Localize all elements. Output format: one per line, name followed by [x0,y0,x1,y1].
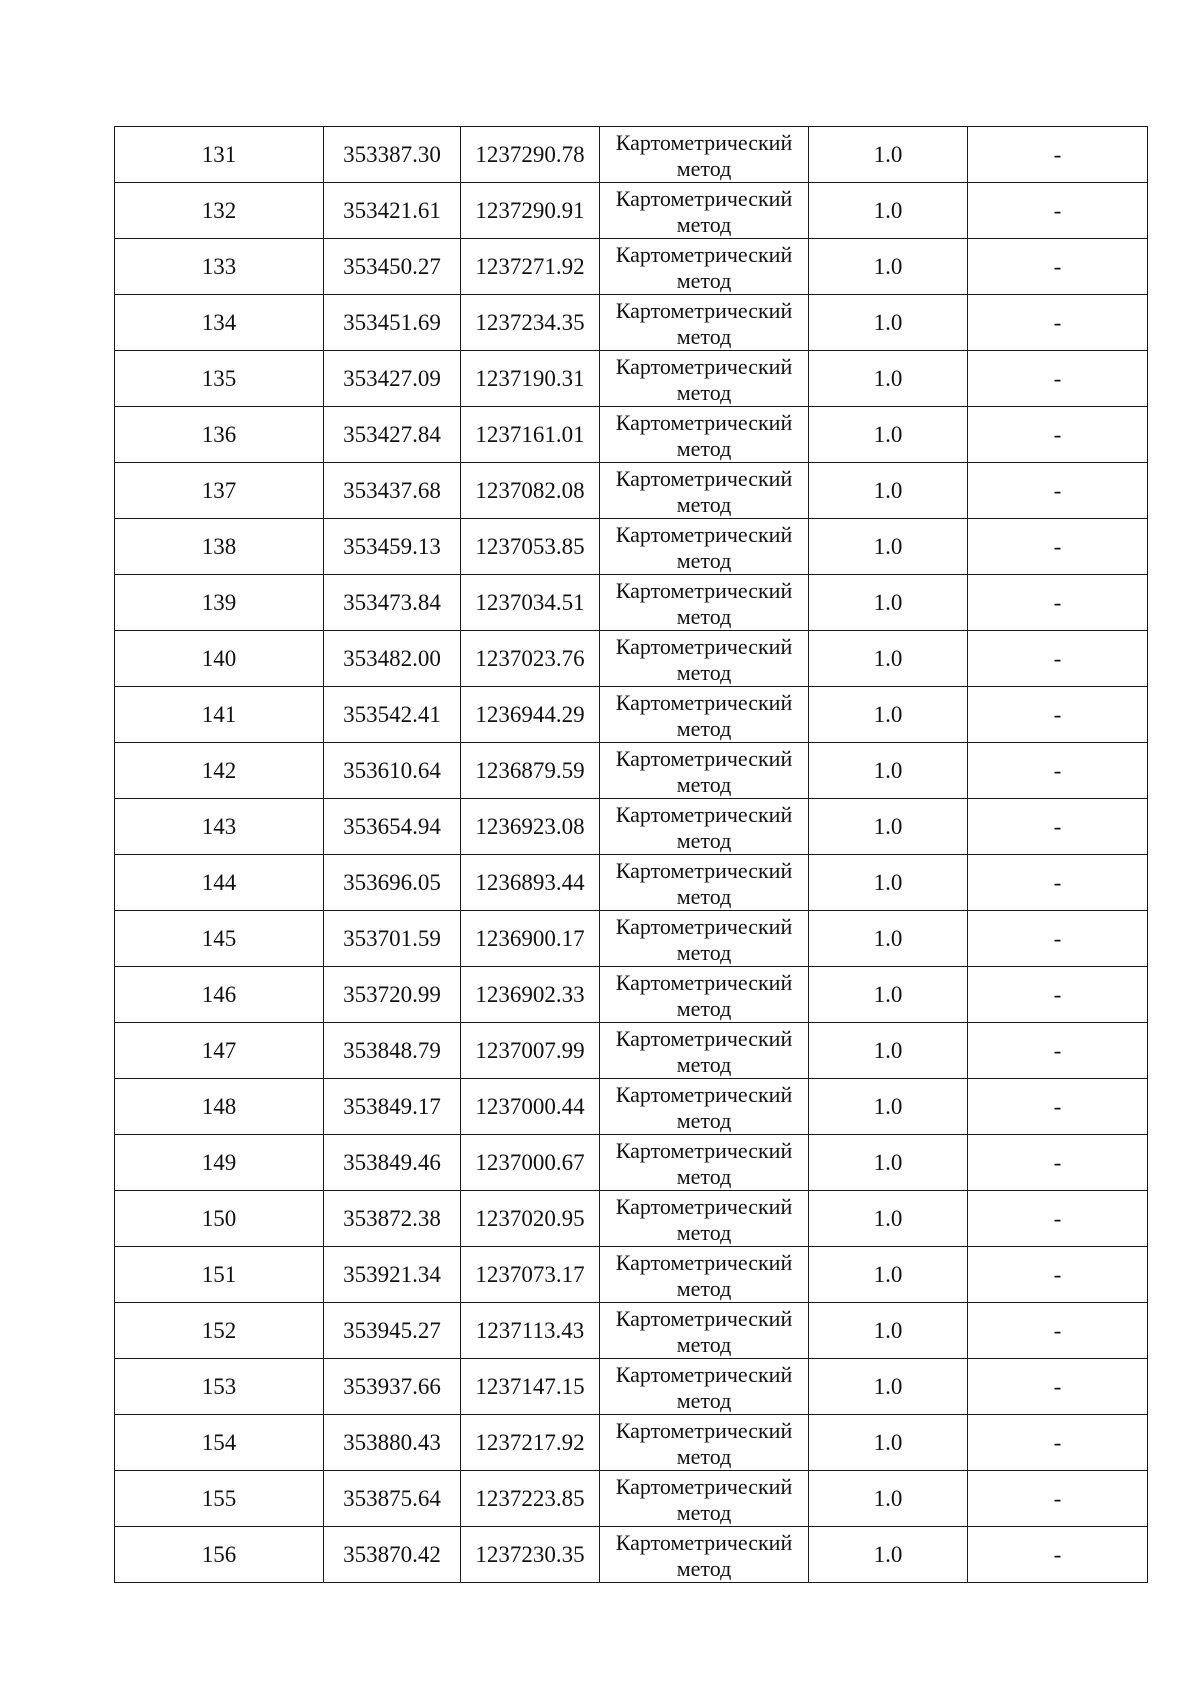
method-cell [600,799,809,855]
note-cell: - [968,1303,1148,1359]
table-row [115,1471,1148,1527]
note-cell: - [968,463,1148,519]
method-cell [600,575,809,631]
accuracy-cell: 1.0 [809,463,968,519]
method-line-2: метод [676,715,732,741]
y-coordinate-cell: 1237053.85 [461,519,600,575]
method-cell [600,631,809,687]
table-row [115,1079,1148,1135]
accuracy-cell: 1.0 [809,743,968,799]
method-line-1: Картометрический [615,1193,793,1219]
accuracy-cell: 1.0 [809,1191,968,1247]
note-cell: - [968,631,1148,687]
method-cell [600,687,809,743]
y-coordinate-cell: 1236893.44 [461,855,600,911]
table-row [115,239,1148,295]
accuracy-cell: 1.0 [809,1303,968,1359]
table-row [115,407,1148,463]
point-number-cell: 137 [115,463,324,519]
method-line-1: Картометрический [615,1473,793,1499]
point-number-cell: 149 [115,1135,324,1191]
y-coordinate-cell: 1237000.67 [461,1135,600,1191]
note-cell: - [968,1359,1148,1415]
y-coordinate-cell: 1237020.95 [461,1191,600,1247]
method-line-1: Картометрический [615,1137,793,1163]
point-number-cell: 133 [115,239,324,295]
point-number-cell: 147 [115,1023,324,1079]
method-cell [600,1415,809,1471]
note-cell: - [968,351,1148,407]
note-cell: - [968,239,1148,295]
method-line-2: метод [676,1331,732,1357]
method-line-2: метод [676,1499,732,1525]
point-number-cell: 144 [115,855,324,911]
method-line-2: метод [676,1219,732,1245]
method-line-2: метод [676,1107,732,1133]
table-row [115,1359,1148,1415]
accuracy-cell: 1.0 [809,1359,968,1415]
x-coordinate-cell: 353654.94 [324,799,461,855]
method-cell [600,295,809,351]
accuracy-cell: 1.0 [809,239,968,295]
x-coordinate-cell: 353421.61 [324,183,461,239]
x-coordinate-cell: 353450.27 [324,239,461,295]
method-line-2: метод [676,603,732,629]
point-number-cell: 139 [115,575,324,631]
point-number-cell: 138 [115,519,324,575]
method-cell [600,407,809,463]
method-cell [600,1079,809,1135]
method-cell [600,463,809,519]
point-number-cell: 141 [115,687,324,743]
x-coordinate-cell: 353459.13 [324,519,461,575]
method-cell [600,239,809,295]
point-number-cell: 151 [115,1247,324,1303]
method-line-1: Картометрический [615,353,793,379]
note-cell: - [968,519,1148,575]
accuracy-cell: 1.0 [809,855,968,911]
y-coordinate-cell: 1237147.15 [461,1359,600,1415]
accuracy-cell: 1.0 [809,1471,968,1527]
table-row [115,1023,1148,1079]
table-row [115,1191,1148,1247]
accuracy-cell: 1.0 [809,911,968,967]
y-coordinate-cell: 1237023.76 [461,631,600,687]
table-row [115,463,1148,519]
x-coordinate-cell: 353427.84 [324,407,461,463]
y-coordinate-cell: 1237034.51 [461,575,600,631]
accuracy-cell: 1.0 [809,799,968,855]
point-number-cell: 136 [115,407,324,463]
accuracy-cell: 1.0 [809,1023,968,1079]
method-line-2: метод [676,547,732,573]
method-line-1: Картометрический [615,297,793,323]
y-coordinate-cell: 1236923.08 [461,799,600,855]
method-line-2: метод [676,883,732,909]
table-row [115,295,1148,351]
accuracy-cell: 1.0 [809,967,968,1023]
x-coordinate-cell: 353875.64 [324,1471,461,1527]
x-coordinate-cell: 353849.46 [324,1135,461,1191]
x-coordinate-cell: 353848.79 [324,1023,461,1079]
x-coordinate-cell: 353701.59 [324,911,461,967]
method-line-1: Картометрический [615,409,793,435]
coordinates-table [114,126,1148,1583]
method-cell [600,1247,809,1303]
accuracy-cell: 1.0 [809,687,968,743]
table-row [115,519,1148,575]
point-number-cell: 132 [115,183,324,239]
note-cell: - [968,1023,1148,1079]
x-coordinate-cell: 353849.17 [324,1079,461,1135]
method-line-2: метод [676,323,732,349]
table-row [115,183,1148,239]
method-line-1: Картометрический [615,689,793,715]
x-coordinate-cell: 353451.69 [324,295,461,351]
method-line-2: метод [676,827,732,853]
note-cell: - [968,799,1148,855]
method-cell [600,1471,809,1527]
point-number-cell: 146 [115,967,324,1023]
x-coordinate-cell: 353870.42 [324,1527,461,1583]
table-row [115,1247,1148,1303]
y-coordinate-cell: 1237082.08 [461,463,600,519]
y-coordinate-cell: 1237113.43 [461,1303,600,1359]
method-line-2: метод [676,211,732,237]
note-cell: - [968,127,1148,183]
note-cell: - [968,1415,1148,1471]
table-row [115,1303,1148,1359]
method-cell [600,1303,809,1359]
method-line-1: Картометрический [615,241,793,267]
x-coordinate-cell: 353880.43 [324,1415,461,1471]
point-number-cell: 134 [115,295,324,351]
x-coordinate-cell: 353921.34 [324,1247,461,1303]
method-line-2: метод [676,1387,732,1413]
accuracy-cell: 1.0 [809,1527,968,1583]
method-line-2: метод [676,1275,732,1301]
note-cell: - [968,1135,1148,1191]
accuracy-cell: 1.0 [809,631,968,687]
method-line-1: Картометрический [615,185,793,211]
method-cell [600,351,809,407]
method-line-2: метод [676,155,732,181]
note-cell: - [968,855,1148,911]
accuracy-cell: 1.0 [809,1415,968,1471]
y-coordinate-cell: 1237223.85 [461,1471,600,1527]
note-cell: - [968,295,1148,351]
note-cell: - [968,1079,1148,1135]
accuracy-cell: 1.0 [809,1079,968,1135]
y-coordinate-cell: 1237230.35 [461,1527,600,1583]
point-number-cell: 153 [115,1359,324,1415]
x-coordinate-cell: 353437.68 [324,463,461,519]
y-coordinate-cell: 1236879.59 [461,743,600,799]
method-line-1: Картометрический [615,1417,793,1443]
y-coordinate-cell: 1237161.01 [461,407,600,463]
method-cell [600,743,809,799]
method-line-2: метод [676,659,732,685]
accuracy-cell: 1.0 [809,1135,968,1191]
method-line-2: метод [676,1443,732,1469]
y-coordinate-cell: 1237271.92 [461,239,600,295]
method-line-1: Картометрический [615,129,793,155]
table-row [115,743,1148,799]
y-coordinate-cell: 1237234.35 [461,295,600,351]
method-line-2: метод [676,1051,732,1077]
table-row [115,127,1148,183]
method-line-1: Картометрический [615,577,793,603]
method-line-2: метод [676,267,732,293]
note-cell: - [968,743,1148,799]
point-number-cell: 148 [115,1079,324,1135]
note-cell: - [968,967,1148,1023]
x-coordinate-cell: 353945.27 [324,1303,461,1359]
table-row [115,1415,1148,1471]
accuracy-cell: 1.0 [809,407,968,463]
point-number-cell: 150 [115,1191,324,1247]
x-coordinate-cell: 353473.84 [324,575,461,631]
method-line-1: Картометрический [615,1025,793,1051]
method-line-1: Картометрический [615,521,793,547]
y-coordinate-cell: 1237000.44 [461,1079,600,1135]
y-coordinate-cell: 1237290.78 [461,127,600,183]
note-cell: - [968,1247,1148,1303]
x-coordinate-cell: 353387.30 [324,127,461,183]
table-row [115,799,1148,855]
x-coordinate-cell: 353542.41 [324,687,461,743]
point-number-cell: 154 [115,1415,324,1471]
method-line-1: Картометрический [615,1361,793,1387]
point-number-cell: 155 [115,1471,324,1527]
method-cell [600,1359,809,1415]
point-number-cell: 142 [115,743,324,799]
y-coordinate-cell: 1237073.17 [461,1247,600,1303]
y-coordinate-cell: 1236900.17 [461,911,600,967]
y-coordinate-cell: 1237290.91 [461,183,600,239]
x-coordinate-cell: 353720.99 [324,967,461,1023]
table-row [115,687,1148,743]
method-line-1: Картометрический [615,1249,793,1275]
table-row [115,855,1148,911]
method-cell [600,519,809,575]
x-coordinate-cell: 353872.38 [324,1191,461,1247]
table-row [115,1527,1148,1583]
method-line-1: Картометрический [615,913,793,939]
point-number-cell: 135 [115,351,324,407]
x-coordinate-cell: 353696.05 [324,855,461,911]
method-line-2: метод [676,379,732,405]
method-line-1: Картометрический [615,1305,793,1331]
method-line-2: метод [676,435,732,461]
x-coordinate-cell: 353610.64 [324,743,461,799]
method-line-2: метод [676,771,732,797]
table-row [115,351,1148,407]
method-line-2: метод [676,939,732,965]
accuracy-cell: 1.0 [809,351,968,407]
note-cell: - [968,1527,1148,1583]
point-number-cell: 156 [115,1527,324,1583]
y-coordinate-cell: 1237190.31 [461,351,600,407]
point-number-cell: 140 [115,631,324,687]
method-line-2: метод [676,995,732,1021]
method-cell [600,127,809,183]
note-cell: - [968,1191,1148,1247]
accuracy-cell: 1.0 [809,1247,968,1303]
table-row [115,631,1148,687]
note-cell: - [968,407,1148,463]
table-row [115,967,1148,1023]
method-cell [600,911,809,967]
method-line-1: Картометрический [615,745,793,771]
y-coordinate-cell: 1236902.33 [461,967,600,1023]
table-row [115,575,1148,631]
note-cell: - [968,1471,1148,1527]
y-coordinate-cell: 1236944.29 [461,687,600,743]
x-coordinate-cell: 353482.00 [324,631,461,687]
point-number-cell: 152 [115,1303,324,1359]
note-cell: - [968,183,1148,239]
method-line-1: Картометрический [615,1081,793,1107]
method-line-2: метод [676,491,732,517]
note-cell: - [968,575,1148,631]
method-line-1: Картометрический [615,857,793,883]
x-coordinate-cell: 353427.09 [324,351,461,407]
accuracy-cell: 1.0 [809,295,968,351]
y-coordinate-cell: 1237217.92 [461,1415,600,1471]
note-cell: - [968,911,1148,967]
method-cell [600,855,809,911]
method-cell [600,1023,809,1079]
point-number-cell: 145 [115,911,324,967]
y-coordinate-cell: 1237007.99 [461,1023,600,1079]
coordinates-table-body [115,127,1148,1583]
accuracy-cell: 1.0 [809,575,968,631]
method-line-2: метод [676,1163,732,1189]
method-cell [600,1191,809,1247]
accuracy-cell: 1.0 [809,519,968,575]
method-cell [600,967,809,1023]
method-line-1: Картометрический [615,633,793,659]
method-line-1: Картометрический [615,1529,793,1555]
method-line-1: Картометрический [615,969,793,995]
accuracy-cell: 1.0 [809,127,968,183]
point-number-cell: 131 [115,127,324,183]
method-line-1: Картометрический [615,801,793,827]
x-coordinate-cell: 353937.66 [324,1359,461,1415]
table-row [115,911,1148,967]
method-cell [600,1135,809,1191]
point-number-cell: 143 [115,799,324,855]
method-cell [600,1527,809,1583]
method-line-1: Картометрический [615,465,793,491]
accuracy-cell: 1.0 [809,183,968,239]
method-line-2: метод [676,1555,732,1581]
note-cell: - [968,687,1148,743]
table-row [115,1135,1148,1191]
method-cell [600,183,809,239]
